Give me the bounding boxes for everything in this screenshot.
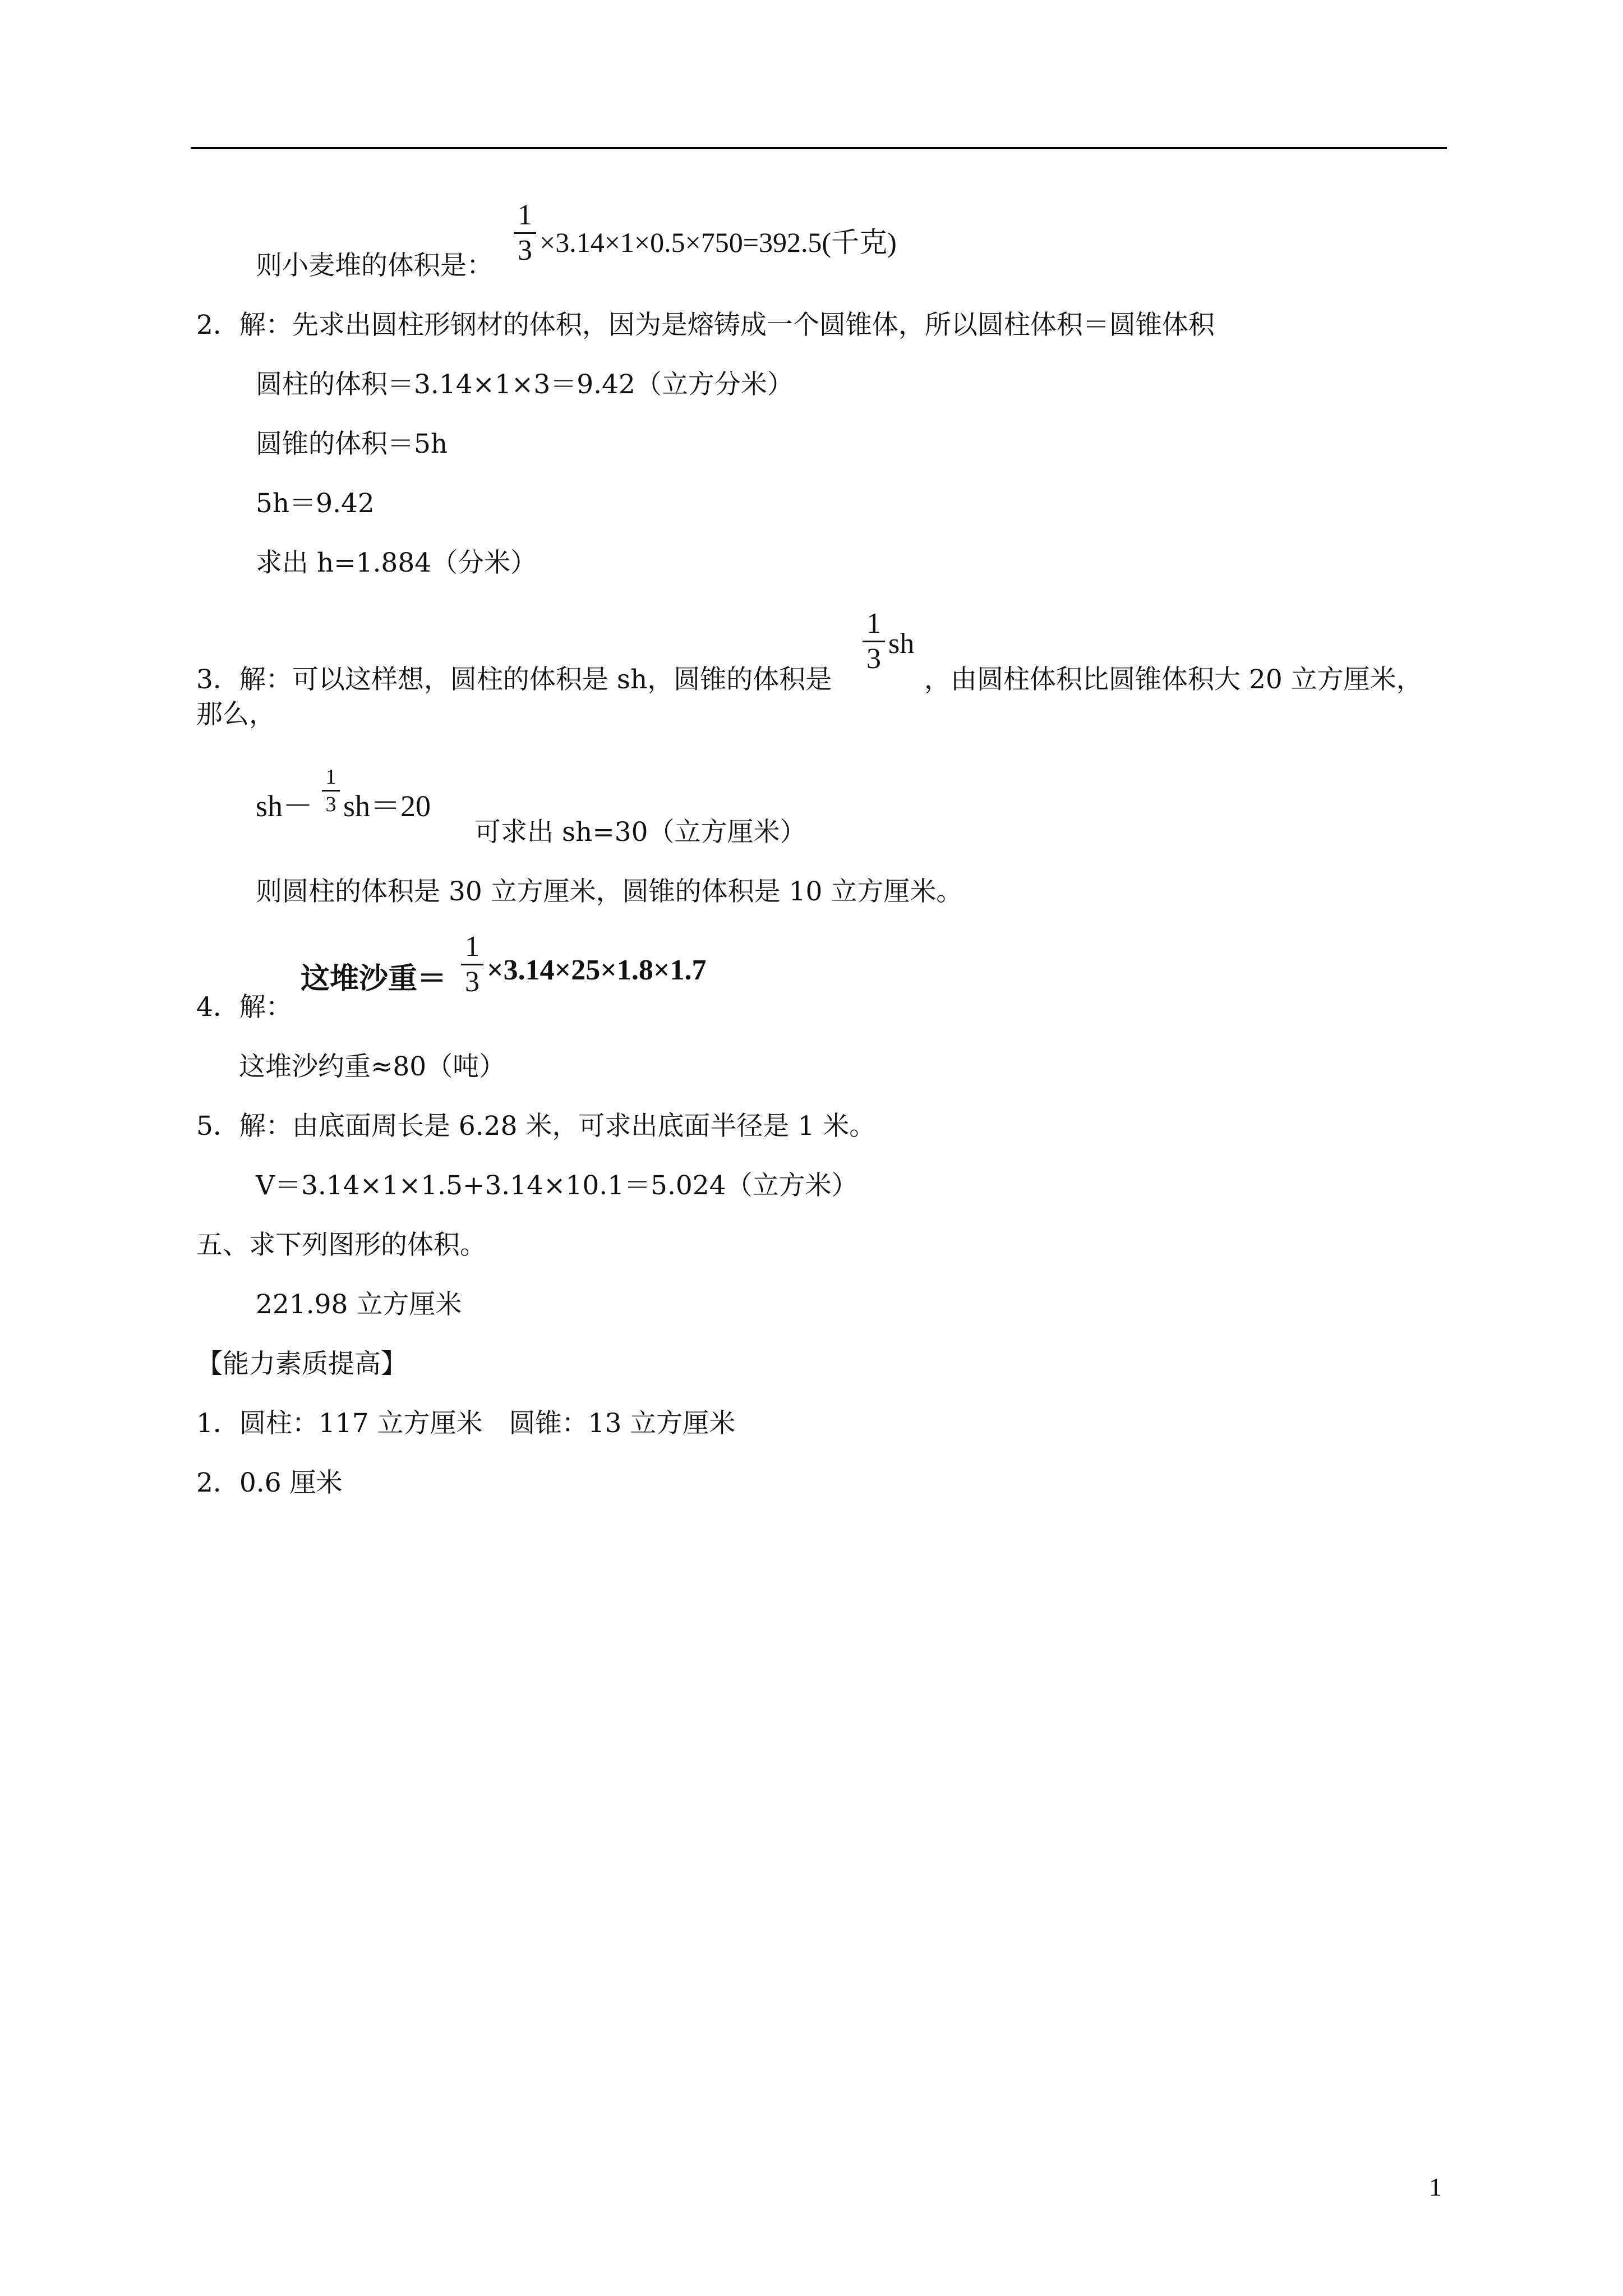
- fraction-bar: [322, 790, 340, 792]
- fraction-bar: [461, 964, 483, 965]
- fraction-denominator: 3: [325, 793, 336, 816]
- cone-volume-line: 圆锥的体积＝5h: [256, 429, 448, 459]
- fraction-numerator: 1: [465, 931, 479, 963]
- solution-5-intro: 5．解：由底面周长是 6.28 米，可求出底面半径是 1 米。: [196, 1111, 876, 1142]
- fraction-numerator: 1: [866, 608, 881, 639]
- fraction-bar: [514, 232, 536, 234]
- header-rule: [191, 147, 1447, 149]
- sand-weight-label: 这堆沙重＝: [301, 962, 447, 996]
- cylinder-volume-line: 圆柱的体积＝3.14×1×3＝9.42（立方分米）: [256, 369, 794, 400]
- fraction-one-third-sh: [863, 608, 885, 675]
- fraction-tail-sh: sh: [888, 628, 915, 660]
- solution-3-continuation: ，由圆柱体积比圆锥体积大 20 立方厘米，: [924, 664, 1423, 695]
- ability-answer-1: 1．圆柱：117 立方厘米 圆锥：13 立方厘米: [196, 1408, 736, 1439]
- solution-3-intro: 3．解：可以这样想，圆柱的体积是 sh，圆锥的体积是: [196, 664, 832, 695]
- fraction-numerator: 1: [325, 765, 336, 789]
- fraction-one-third-sand: [461, 931, 483, 998]
- solution-3-conclusion: 则圆柱的体积是 30 立方厘米，圆锥的体积是 10 立方厘米。: [256, 876, 963, 907]
- sand-weight-expression: ×3.14×25×1.8×1.7: [487, 954, 707, 986]
- sand-weight-result: 这堆沙约重≈80（吨）: [239, 1051, 506, 1082]
- page-number: 1: [1429, 2173, 1442, 2201]
- sh-result-note: 可求出 sh=30（立方厘米）: [474, 817, 806, 848]
- fraction-bar: [863, 641, 885, 642]
- volume-formula-line: V＝3.14×1×1.5+3.14×10.1＝5.024（立方米）: [256, 1170, 858, 1201]
- solution-2-intro: 2．解：先求出圆柱形钢材的体积，因为是熔铸成一个圆锥体，所以圆柱体积＝圆锥体积: [196, 310, 1215, 341]
- ability-answer-2: 2．0.6 厘米: [196, 1467, 343, 1498]
- height-result-line: 求出 h=1.884（分米）: [256, 547, 537, 578]
- fraction-one-third-small: [322, 765, 340, 816]
- equation-line: 5h＝9.42: [256, 488, 375, 519]
- fraction-one-third: [514, 200, 536, 266]
- section-5-heading: 五、求下列图形的体积。: [196, 1230, 486, 1260]
- fraction-denominator: 3: [518, 234, 532, 266]
- solution-4-intro: 4．解：: [196, 992, 292, 1023]
- fraction-denominator: 3: [465, 966, 479, 998]
- ability-section-heading: 【能力素质提高】: [196, 1349, 407, 1379]
- then-line: 那么，: [196, 699, 275, 730]
- section-5-answer: 221.98 立方厘米: [256, 1289, 462, 1320]
- wheat-volume-expression: ×3.14×1×0.5×750=392.5(千克): [540, 227, 897, 258]
- fraction-denominator: 3: [866, 643, 881, 675]
- fraction-numerator: 1: [518, 199, 532, 231]
- equation-head: sh－: [256, 789, 313, 823]
- wheat-volume-label: 则小麦堆的体积是：: [256, 250, 493, 281]
- equation-tail: sh＝20: [343, 789, 431, 823]
